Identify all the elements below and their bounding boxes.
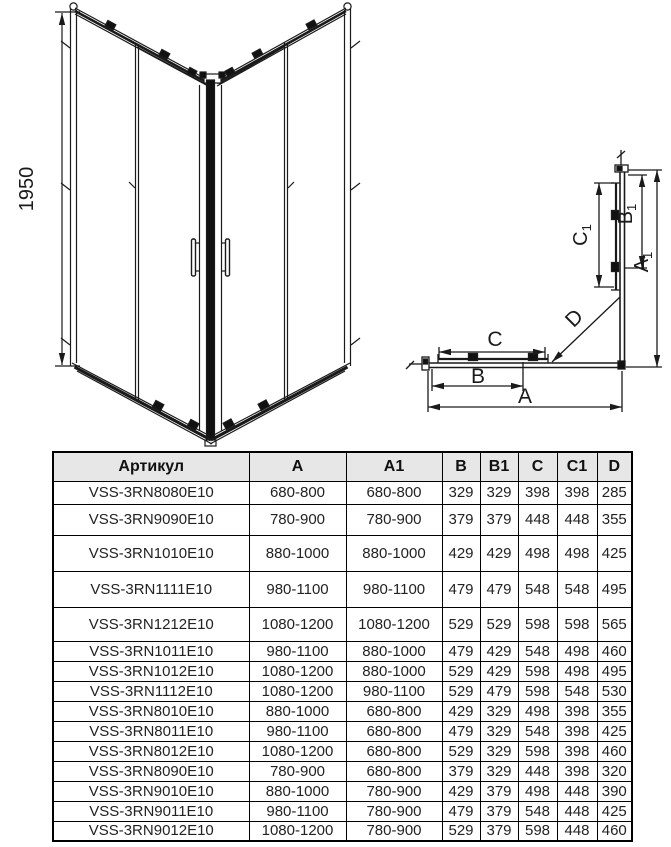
header-b: B bbox=[442, 452, 480, 481]
dimension-cell: 498 bbox=[518, 535, 557, 571]
dimension-cell: 429 bbox=[442, 701, 480, 721]
dimension-cell: 680-800 bbox=[346, 761, 442, 781]
left-wall-profile bbox=[61, 3, 77, 366]
dimension-cell: 880-1000 bbox=[249, 781, 346, 801]
table-row bbox=[53, 661, 632, 681]
dimension-cell: 479 bbox=[480, 571, 518, 607]
label-c: C bbox=[487, 328, 503, 351]
top-rail-left bbox=[75, 8, 208, 86]
dimension-cell: 548 bbox=[557, 681, 597, 701]
dimension-cell: 529 bbox=[442, 607, 480, 641]
dimension-cell: 498 bbox=[557, 535, 597, 571]
dimension-cell: 379 bbox=[442, 761, 480, 781]
dimension-cell: 880-1000 bbox=[249, 535, 346, 571]
article-cell: VSS-3RN8010E10 bbox=[53, 701, 249, 721]
dimension-cell: 780-900 bbox=[346, 781, 442, 801]
plan-right-door bbox=[611, 183, 620, 290]
dimension-cell: 980-1100 bbox=[249, 571, 346, 607]
dimension-cell: 479 bbox=[442, 571, 480, 607]
dimension-cell: 548 bbox=[518, 571, 557, 607]
dimension-cell: 498 bbox=[557, 661, 597, 681]
dimension-cell: 479 bbox=[442, 641, 480, 661]
table-row bbox=[53, 681, 632, 701]
dimension-cell: 1080-1200 bbox=[249, 607, 346, 641]
article-cell: VSS-3RN8080E10 bbox=[53, 481, 249, 504]
dimension-cell: 425 bbox=[597, 801, 632, 821]
dimension-cell: 980-1100 bbox=[346, 681, 442, 701]
dimension-cell: 498 bbox=[518, 781, 557, 801]
dimension-cell: 880-1000 bbox=[346, 641, 442, 661]
dimension-cell: 329 bbox=[442, 481, 480, 504]
dimension-cell: 479 bbox=[442, 721, 480, 741]
table-row bbox=[53, 535, 632, 571]
dimension-cell: 379 bbox=[442, 504, 480, 535]
dimension-cell: 429 bbox=[442, 535, 480, 571]
dimension-cell: 355 bbox=[597, 504, 632, 535]
table-row bbox=[53, 741, 632, 761]
dimension-cell: 448 bbox=[518, 504, 557, 535]
dimension-cell: 448 bbox=[557, 821, 597, 841]
dimension-cell: 479 bbox=[480, 681, 518, 701]
bottom-rail-left bbox=[72, 363, 212, 444]
article-cell: VSS-3RN1111E10 bbox=[53, 571, 249, 607]
dimension-cell: 398 bbox=[557, 761, 597, 781]
table-header-row bbox=[53, 452, 632, 481]
dimension-cell: 548 bbox=[518, 721, 557, 741]
dimension-cell: 398 bbox=[557, 741, 597, 761]
dimension-cell: 429 bbox=[480, 641, 518, 661]
article-cell: VSS-3RN8012E10 bbox=[53, 741, 249, 761]
article-cell: VSS-3RN8011E10 bbox=[53, 721, 249, 741]
dimension-cell: 398 bbox=[557, 481, 597, 504]
article-cell: VSS-3RN1212E10 bbox=[53, 607, 249, 641]
iso-drawing bbox=[0, 0, 380, 452]
plan-diagonal-d bbox=[552, 297, 620, 362]
height-dimension-label: 1950 bbox=[16, 166, 38, 212]
dimension-cell: 285 bbox=[597, 481, 632, 504]
dimension-cell: 379 bbox=[480, 781, 518, 801]
right-door-handle bbox=[222, 239, 230, 276]
label-d: D bbox=[560, 304, 588, 332]
dimension-cell: 460 bbox=[597, 821, 632, 841]
dimension-cell: 598 bbox=[518, 607, 557, 641]
dimension-cell: 329 bbox=[480, 481, 518, 504]
article-cell: VSS-3RN1012E10 bbox=[53, 661, 249, 681]
table-row bbox=[53, 701, 632, 721]
article-cell: VSS-3RN9011E10 bbox=[53, 801, 249, 821]
dimension-cell: 320 bbox=[597, 761, 632, 781]
dimension-cell: 429 bbox=[480, 535, 518, 571]
header-a1: A1 bbox=[346, 452, 442, 481]
dimension-cell: 598 bbox=[518, 681, 557, 701]
dimension-cell: 390 bbox=[597, 781, 632, 801]
table-row bbox=[53, 481, 632, 504]
dimension-cell: 425 bbox=[597, 721, 632, 741]
dimension-cell: 425 bbox=[597, 535, 632, 571]
dimension-cell: 880-1000 bbox=[346, 661, 442, 681]
dimension-cell: 429 bbox=[480, 661, 518, 681]
corner-post bbox=[200, 80, 222, 446]
dimension-cell: 780-900 bbox=[346, 821, 442, 841]
dimension-cell: 530 bbox=[597, 681, 632, 701]
dimension-cell: 548 bbox=[518, 641, 557, 661]
dimension-cell: 780-900 bbox=[249, 504, 346, 535]
dimension-cell: 529 bbox=[442, 741, 480, 761]
article-cell: VSS-3RN1112E10 bbox=[53, 681, 249, 701]
dimension-cell: 398 bbox=[557, 721, 597, 741]
dimension-cell: 479 bbox=[442, 801, 480, 821]
table-row bbox=[53, 761, 632, 781]
top-rail-right bbox=[217, 8, 346, 86]
table-row bbox=[53, 781, 632, 801]
dimension-cell: 598 bbox=[518, 821, 557, 841]
dimension-cell: 398 bbox=[557, 701, 597, 721]
dimension-cell: 548 bbox=[557, 571, 597, 607]
dimension-cell: 529 bbox=[442, 661, 480, 681]
dimension-cell: 398 bbox=[518, 481, 557, 504]
table-row bbox=[53, 607, 632, 641]
dimension-cell: 980-1100 bbox=[346, 571, 442, 607]
dimension-cell: 1080-1200 bbox=[249, 821, 346, 841]
header-c: C bbox=[518, 452, 557, 481]
dimension-cell: 980-1100 bbox=[249, 721, 346, 741]
dimension-cell: 448 bbox=[518, 761, 557, 781]
header-b1: B1 bbox=[480, 452, 518, 481]
dimension-cell: 680-800 bbox=[346, 721, 442, 741]
spec-table-body bbox=[53, 481, 632, 841]
dimension-cell: 355 bbox=[597, 701, 632, 721]
article-cell: VSS-3RN1011E10 bbox=[53, 641, 249, 661]
dimension-cell: 780-900 bbox=[346, 504, 442, 535]
dimension-cell: 379 bbox=[480, 821, 518, 841]
dimension-cell: 680-800 bbox=[346, 741, 442, 761]
dimension-cell: 329 bbox=[480, 701, 518, 721]
dimension-cell: 429 bbox=[442, 781, 480, 801]
dimension-cell: 780-900 bbox=[249, 761, 346, 781]
dimension-cell: 529 bbox=[442, 821, 480, 841]
dimension-cell: 460 bbox=[597, 641, 632, 661]
article-cell: VSS-3RN9090E10 bbox=[53, 504, 249, 535]
table-row bbox=[53, 504, 632, 535]
dimension-cell: 448 bbox=[557, 781, 597, 801]
dimension-cell: 379 bbox=[480, 504, 518, 535]
article-cell: VSS-3RN1010E10 bbox=[53, 535, 249, 571]
article-cell: VSS-3RN9012E10 bbox=[53, 821, 249, 841]
table-row bbox=[53, 821, 632, 841]
dimension-cell: 448 bbox=[557, 504, 597, 535]
dimension-cell: 495 bbox=[597, 661, 632, 681]
label-c1: $C_1$ bbox=[570, 224, 594, 246]
spec-table bbox=[52, 451, 633, 842]
dimension-cell: 379 bbox=[480, 801, 518, 821]
dimension-cell: 598 bbox=[518, 741, 557, 761]
article-cell: VSS-3RN9010E10 bbox=[53, 781, 249, 801]
dimension-cell: 980-1100 bbox=[249, 641, 346, 661]
spec-table-wrap bbox=[52, 451, 631, 842]
dimension-cell: 498 bbox=[518, 701, 557, 721]
table-row bbox=[53, 801, 632, 821]
dimension-cell: 680-800 bbox=[346, 701, 442, 721]
label-b: B bbox=[470, 365, 486, 388]
bottom-rail-right bbox=[210, 363, 350, 444]
header-d: D bbox=[597, 452, 632, 481]
dimension-cell: 880-1000 bbox=[346, 535, 442, 571]
dimension-cell: 1080-1200 bbox=[249, 681, 346, 701]
dimension-cell: 565 bbox=[597, 607, 632, 641]
right-wall-profile bbox=[344, 3, 360, 366]
table-row bbox=[53, 641, 632, 661]
dimension-cell: 329 bbox=[480, 741, 518, 761]
table-row bbox=[53, 571, 632, 607]
dimension-cell: 780-900 bbox=[346, 801, 442, 821]
right-panel-joint bbox=[285, 43, 295, 400]
dimension-cell: 529 bbox=[480, 607, 518, 641]
dimension-cell: 1080-1200 bbox=[249, 741, 346, 761]
article-cell: VSS-3RN8090E10 bbox=[53, 761, 249, 781]
label-b1: $B_1$ bbox=[615, 203, 639, 225]
dimension-cell: 598 bbox=[518, 661, 557, 681]
dimension-cell: 980-1100 bbox=[249, 801, 346, 821]
dimension-cell: 598 bbox=[557, 607, 597, 641]
dimension-cell: 880-1000 bbox=[249, 701, 346, 721]
dimension-cell: 680-800 bbox=[249, 481, 346, 504]
header-a: A bbox=[249, 452, 346, 481]
dimension-cell: 329 bbox=[480, 761, 518, 781]
dimension-cell: 529 bbox=[442, 681, 480, 701]
label-a: A bbox=[517, 385, 533, 408]
dimension-cell: 329 bbox=[480, 721, 518, 741]
dimension-cell: 1080-1200 bbox=[346, 607, 442, 641]
label-a1: $A_1$ bbox=[631, 251, 655, 273]
left-panel-joint bbox=[129, 43, 139, 400]
left-door-handle bbox=[192, 239, 200, 276]
header-article: Артикул bbox=[53, 452, 249, 481]
table-row bbox=[53, 721, 632, 741]
plan-bottom-door bbox=[438, 354, 548, 364]
header-c1: C1 bbox=[557, 452, 597, 481]
plan-drawing bbox=[378, 140, 671, 440]
dimension-cell: 548 bbox=[518, 801, 557, 821]
dimension-cell: 498 bbox=[557, 641, 597, 661]
dimension-cell: 680-800 bbox=[346, 481, 442, 504]
dimension-cell: 495 bbox=[597, 571, 632, 607]
dimension-cell: 1080-1200 bbox=[249, 661, 346, 681]
dimension-cell: 460 bbox=[597, 741, 632, 761]
dimension-cell: 448 bbox=[557, 801, 597, 821]
